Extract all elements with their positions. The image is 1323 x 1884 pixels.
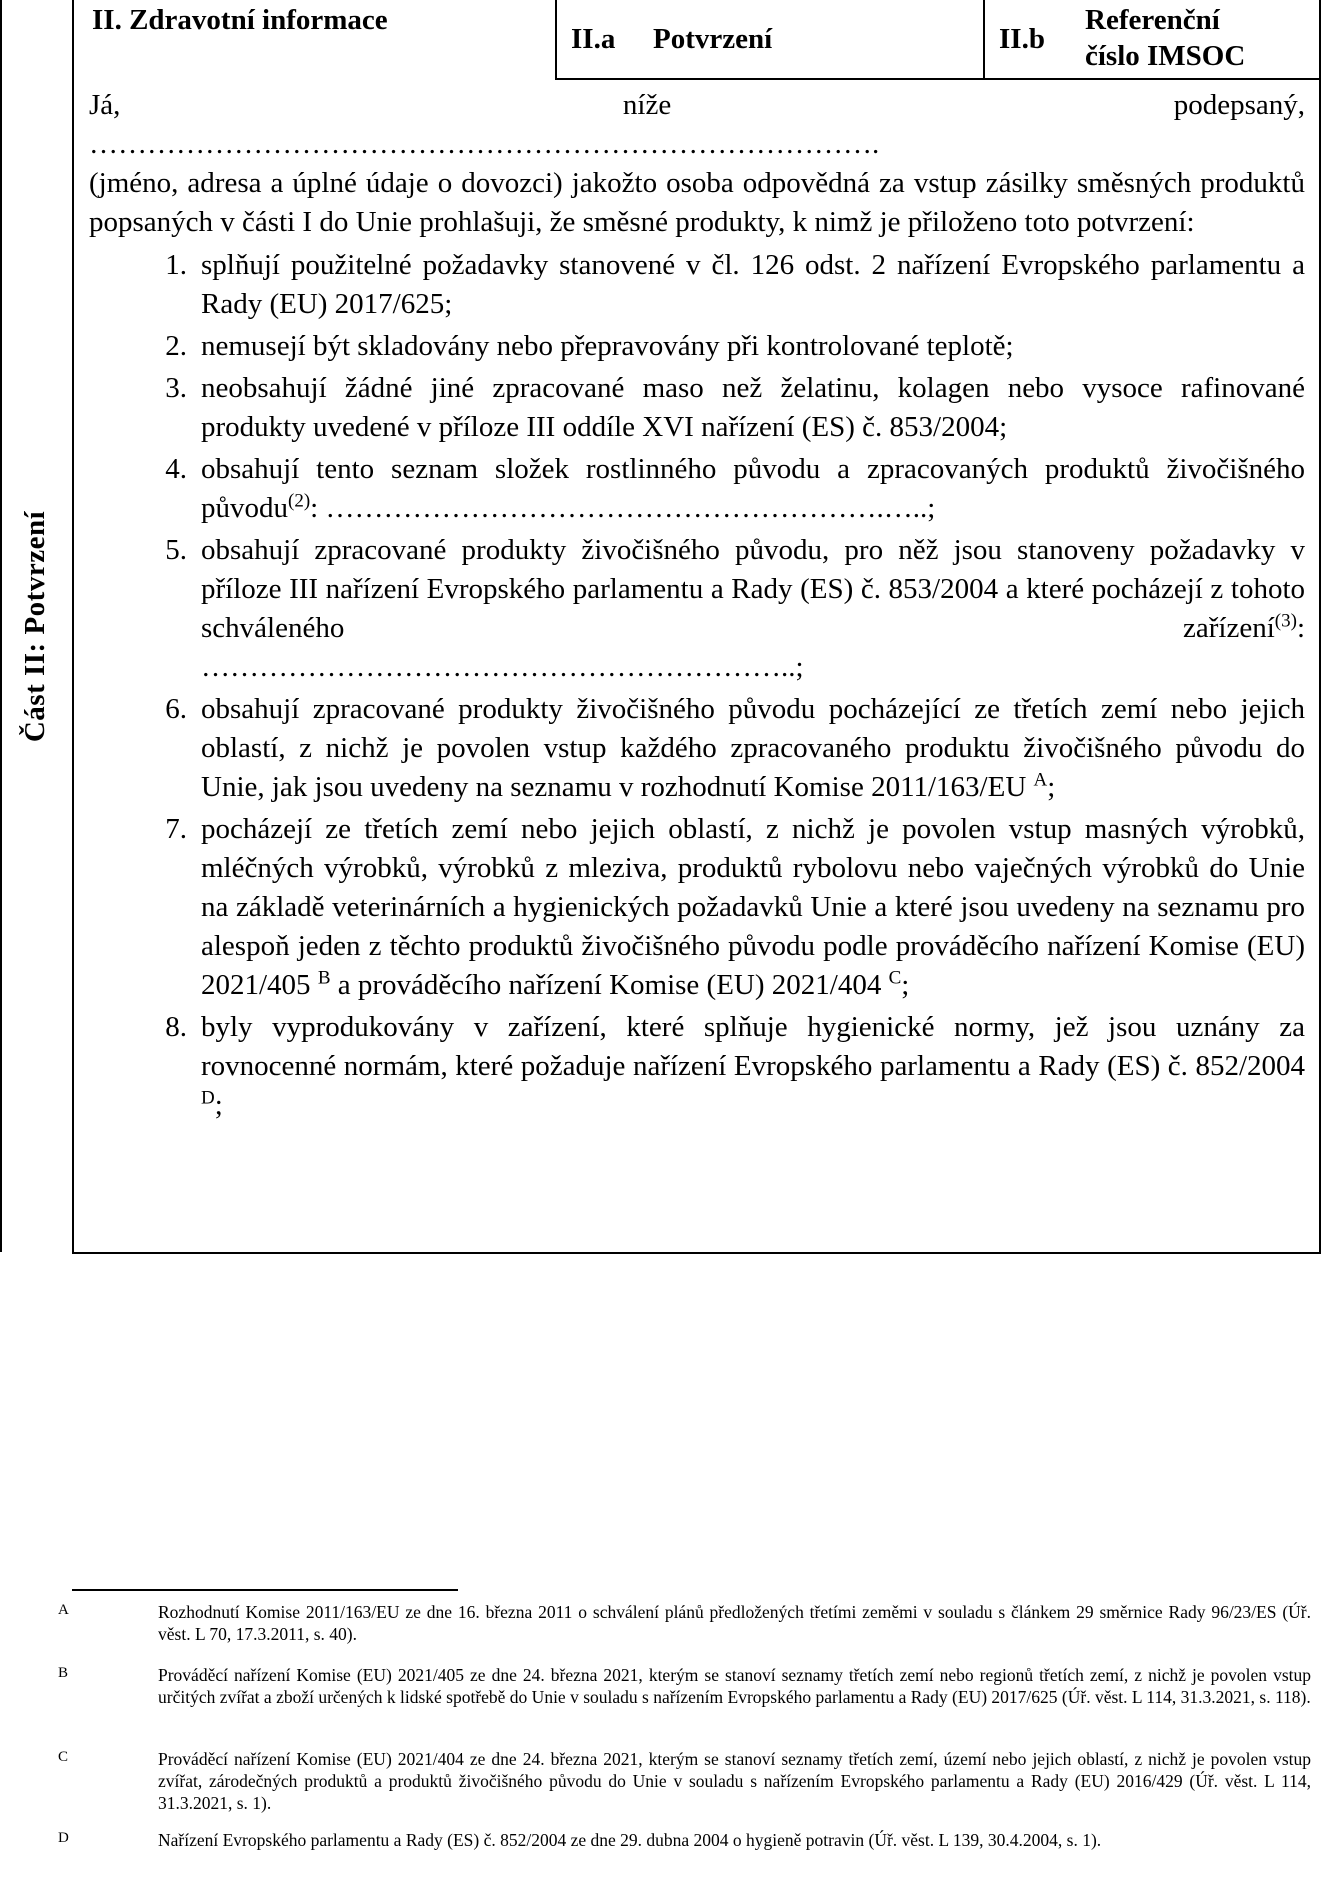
- item-text: neobsahují žádné jiné zpracované maso než želatinu, kolagen nebo vysoce rafinované produkty uvedené v příloze III oddíle XVI nařízení (ES) č. 853/2004;: [201, 372, 1305, 443]
- footnote-ref: B: [317, 967, 331, 989]
- item-number: 2.: [165, 330, 187, 362]
- intro-word-3: podepsaný,: [1173, 89, 1305, 121]
- box-a-code: II.a: [571, 23, 616, 55]
- box-b-label-line1: Referenční: [1085, 4, 1220, 36]
- footnote-ref: D: [201, 1087, 215, 1109]
- certificate-body: [89, 86, 1305, 1128]
- item-text-group: [201, 1008, 1305, 1125]
- item-text: splňují použitelné požadavky stanovené v čl. 126 odst. 2 nařízení Evropského parlamentu a Rady (EU) 2017/625;: [201, 249, 1305, 320]
- item-number: 4.: [165, 453, 187, 485]
- item-number: 8.: [165, 1011, 187, 1043]
- footnote-mark: B: [58, 1665, 69, 1681]
- list-item: [89, 690, 1305, 807]
- item-text-group: [201, 450, 1305, 528]
- item-tail: :: [1296, 612, 1305, 644]
- list-item: [89, 531, 1305, 687]
- item-number: 3.: [165, 372, 187, 404]
- intro-line: [89, 86, 1305, 125]
- side-label: Část II: Potvrzení: [19, 510, 52, 742]
- item-text: byly vyprodukovány v zařízení, které splňuje hygienické normy, jež jsou uznány za rovnocenné normám, které požaduje nařízení Evropského parlamentu a Rady (ES) č. 852/2004: [201, 1011, 1305, 1082]
- footnote-ref: (3): [1274, 610, 1297, 632]
- list-item: [89, 246, 1305, 324]
- footnote-separator: [72, 1589, 458, 1591]
- footnote-ref: A: [1033, 769, 1048, 791]
- list-item: [89, 327, 1305, 366]
- header-box-a: [555, 0, 983, 80]
- section-title: II. Zdravotní informace: [92, 4, 388, 36]
- footnote-mark: A: [58, 1602, 69, 1618]
- item-text-group: [201, 690, 1305, 807]
- item-tail: ;: [214, 1089, 223, 1121]
- item-text: nemusejí být skladovány nebo přepravovány při kontrolované teplotě;: [201, 330, 1014, 362]
- item-text: obsahují zpracované produkty živočišného původu, pro něž jsou stanoveny požadavky v příloze III nařízení Evropského parlamentu a Rady (ES) č. 853/2004 a které pocházejí z tohoto schváleného zařízení: [201, 534, 1305, 644]
- footnote-text: Prováděcí nařízení Komise (EU) 2021/405 ze dne 24. března 2021, kterým se stanoví seznamy třetích zemí nebo regionů třetích zemí, z nichž je povolen vstup určitých zvířat a zboží určených k lidské spotřebě do Unie v souladu s nařízením Evropského parlamentu a Rady (EU) 2017/625 (Úř. věst. L 114, 31.3.2021, s. 118).: [158, 1665, 1311, 1707]
- intro-paragraph: (jméno, adresa a úplné údaje o dovozci) jakožto osoba odpovědná za vstup zásilky směsných produktů popsaných v části I do Unie prohlašuji, že směsné produkty, k nimž je přiloženo toto potvrzení:: [89, 167, 1305, 238]
- certificate-frame: [72, 0, 1321, 1254]
- declaration-list: [89, 246, 1305, 1125]
- item-number: 6.: [165, 693, 187, 725]
- box-b-label: [1085, 2, 1315, 74]
- item-text-2: a prováděcího nařízení Komise (EU) 2021/404: [337, 969, 882, 1001]
- footnote-mark: C: [58, 1749, 69, 1765]
- establishment-dots: ……………………………………………………..;: [201, 651, 804, 683]
- list-item: [89, 369, 1305, 447]
- footnote-text: Rozhodnutí Komise 2011/163/EU ze dne 16. března 2011 o schválení plánů předložených třetími zeměmi v souladu s článkem 29 směrnice Rady 96/23/ES (Úř. věst. L 70, 17.3.2011, s. 40).: [158, 1602, 1311, 1644]
- box-b-label-line2: číslo IMSOC: [1085, 40, 1246, 72]
- item-text: obsahují tento seznam složek rostlinného původu a zpracovaných produktů živočišného původu: [201, 453, 1305, 524]
- signatory-dots: ……………………………………………………………………….: [89, 128, 880, 160]
- box-b-code: II.b: [999, 23, 1045, 55]
- item-tail: : ………………………………………………….…..;: [310, 492, 936, 524]
- item-number: 1.: [165, 249, 187, 281]
- item-tail: ;: [1047, 771, 1056, 803]
- item-number: 7.: [165, 813, 187, 845]
- item-text: obsahují zpracované produkty živočišného původu pocházející ze třetích zemí nebo jejich oblastí, z nichž je povolen vstup každého zpracovaného produktu živočišného původu do Unie, jak jsou uvedeny na seznamu v rozhodnutí Komise 2011/163/EU: [201, 693, 1305, 803]
- box-a-label: Potvrzení: [653, 23, 773, 55]
- intro-word-2: níže: [622, 89, 672, 121]
- intro-word-1: Já,: [89, 89, 121, 121]
- item-text-block: [201, 531, 1305, 648]
- list-item: [89, 810, 1305, 1005]
- item-text: pocházejí ze třetích zemí nebo jejich oblastí, z nichž je povolen vstup masných výrobků, mléčných výrobků, výrobků z mleziva, produktů rybolovu nebo vaječných výrobků do Unie na základě veterinárních a hygienických požadavků Unie a které jsou uvedeny na seznamu pro alespoň jeden z těchto produktů živočišného původu podle prováděcího nařízení Komise (EU) 2021/405: [201, 813, 1305, 1001]
- footnote-text: Prováděcí nařízení Komise (EU) 2021/404 ze dne 24. března 2021, kterým se stanoví seznamy třetích zemí, území nebo jejich oblastí, z nichž je povolen vstup zvířat, zárodečných produktů a produktů živočišného původu do Unie v souladu s nařízením Evropského parlamentu a Rady (EU) 2016/429 (Úř. věst. L 114, 31.3.2021, s. 1).: [158, 1749, 1311, 1813]
- item-tail: ;: [901, 969, 910, 1001]
- footnote-ref: C: [888, 967, 902, 989]
- footnote-mark: D: [58, 1830, 69, 1846]
- item-text-group: [201, 810, 1305, 1005]
- header-box-b: [983, 0, 1321, 80]
- list-item: [89, 1008, 1305, 1125]
- footnote-text: Nařízení Evropského parlamentu a Rady (ES) č. 852/2004 ze dne 29. dubna 2004 o hygieně potravin (Úř. věst. L 139, 30.4.2004, s. 1).: [158, 1830, 1102, 1850]
- list-item: [89, 450, 1305, 528]
- footnote-ref: (2): [288, 490, 311, 512]
- item-number: 5.: [165, 534, 187, 566]
- side-label-column: [0, 0, 74, 1252]
- item-text-group: [201, 531, 1305, 687]
